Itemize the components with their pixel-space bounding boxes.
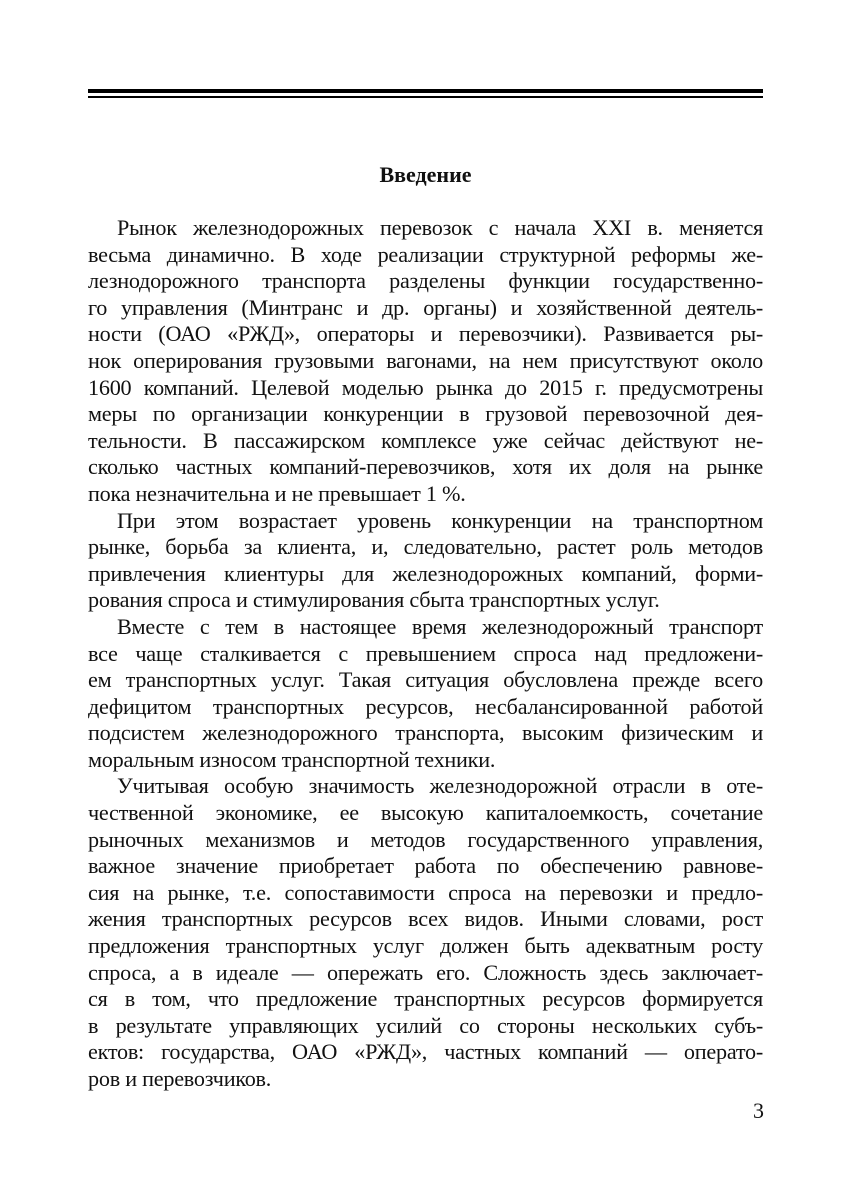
- text-line: подсистем железнодорожного транспорта, высоким физическим и: [88, 720, 763, 746]
- text-line: ров и перевозчиков.: [88, 1066, 272, 1091]
- text-line: важное значение приобретает работа по обеспечению равнове-: [88, 853, 763, 879]
- paragraph-3: [88, 614, 763, 774]
- text-line: спроса, а в идеале — опережать его. Сложность здесь заключает-: [88, 959, 763, 985]
- text-line: сия на рынке, т.е. сопоставимости спроса на перевозки и предло-: [88, 879, 763, 905]
- text-line: рыночных механизмов и методов государственного управления,: [88, 826, 763, 852]
- section-title: Введение: [379, 162, 472, 187]
- paragraph-1: [88, 215, 763, 508]
- text-line: ности (ОАО «РЖД», операторы и перевозчики). Развивается ры-: [88, 321, 763, 347]
- paragraph-4: [88, 773, 763, 1092]
- text-line: нок оперирования грузовыми вагонами, на нем присутствуют около: [88, 347, 763, 373]
- body-text: [88, 215, 763, 1093]
- text-line: чественной экономике, ее высокую капиталоемкость, сочетание: [88, 800, 763, 826]
- paragraph-2: [88, 508, 763, 614]
- text-line: ектов: государства, ОАО «РЖД», частных компаний — операто-: [88, 1039, 763, 1065]
- text-line: рынке, борьба за клиента, и, следовательно, растет роль методов: [88, 534, 763, 560]
- text-line: жения транспортных ресурсов всех видов. Иными словами, рост: [88, 906, 763, 932]
- text-line: Рынок железнодорожных перевозок с начала XXI в. меняется: [117, 215, 763, 240]
- text-line: дефицитом транспортных ресурсов, несбалансированной работой: [88, 693, 763, 719]
- text-line: лезнодорожного транспорта разделены функции государственно-: [88, 268, 763, 294]
- text-line: рования спроса и стимулирования сбыта транспортных услуг.: [88, 587, 660, 613]
- text-line: При этом возрастает уровень конкуренции на транспортном: [117, 507, 763, 533]
- text-line: ем транспортных услуг. Такая ситуация обусловлена прежде всего: [88, 667, 763, 693]
- text-line: весьма динамично. В ходе реализации структурной реформы же-: [88, 241, 763, 267]
- text-line: ся в том, что предложение транспортных ресурсов формируется: [88, 986, 763, 1012]
- text-line: тельности. В пассажирском комплексе уже сейчас действуют не-: [88, 427, 763, 453]
- text-line: привлечения клиентуры для железнодорожных компаний, форми-: [88, 560, 763, 586]
- text-line: меры по организации конкуренции в грузовой перевозочной дея-: [88, 401, 763, 427]
- text-line: все чаще сталкивается с превышением спроса над предложени-: [88, 640, 763, 666]
- header-rule-thin: [88, 96, 763, 98]
- text-line: Учитывая особую значимость железнодорожной отрасли в оте-: [117, 773, 763, 799]
- text-line: 1600 компаний. Целевой моделью рынка до 2015 г. предусмотрены: [88, 374, 763, 400]
- text-line: в результате управляющих усилий со стороны нескольких субъ-: [88, 1012, 763, 1038]
- header-rule-thick: [88, 89, 763, 93]
- text-line: Вместе с тем в настоящее время железнодорожный транспорт: [117, 613, 763, 639]
- page-number: 3: [753, 1098, 764, 1123]
- text-line: го управления (Минтранс и др. органы) и хозяйственной деятель-: [88, 294, 763, 320]
- text-line: моральным износом транспортной техники.: [88, 746, 496, 772]
- text-line: предложения транспортных услуг должен быть адекватным росту: [88, 933, 763, 959]
- text-line: пока незначительна и не превышает 1 %.: [88, 480, 466, 506]
- text-line: сколько частных компаний-перевозчиков, хотя их доля на рынке: [88, 454, 763, 480]
